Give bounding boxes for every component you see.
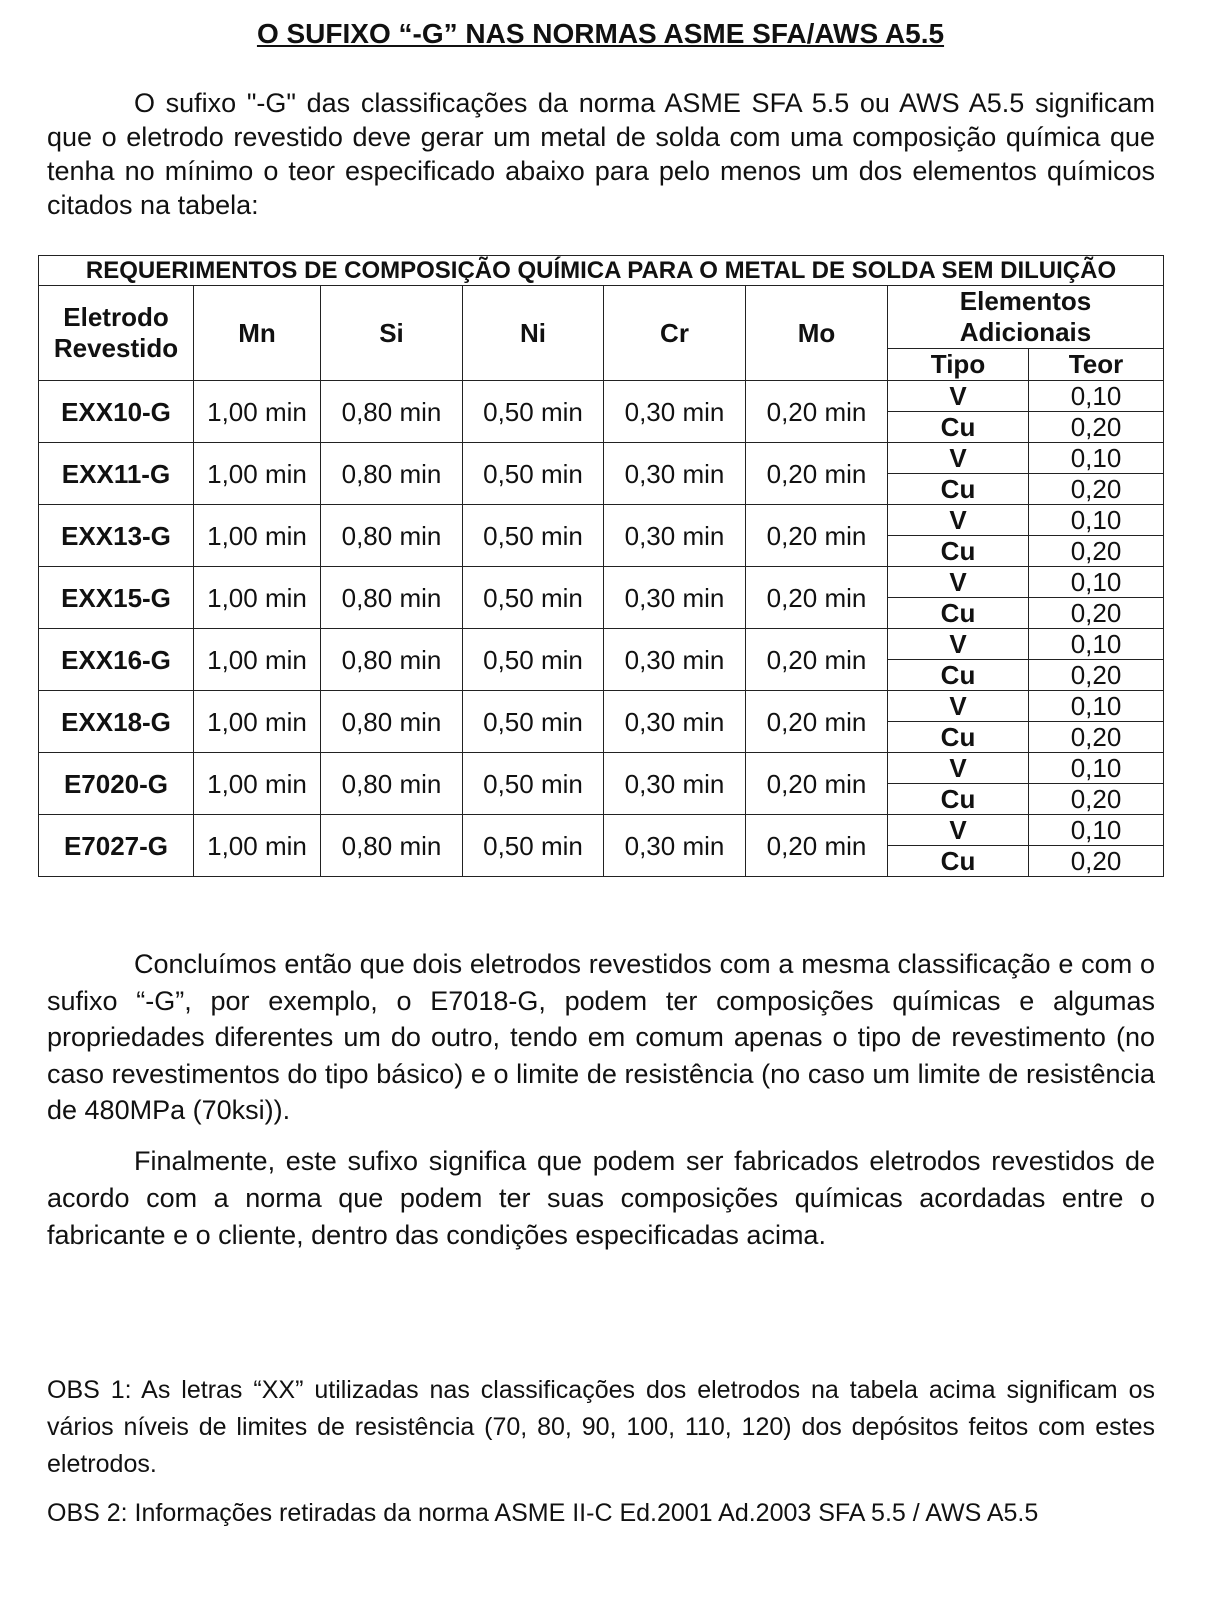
additional-content-cell: 0,10 (1029, 567, 1164, 598)
additional-type-cell: Cu (888, 846, 1029, 877)
additional-content-cell: 0,20 (1029, 474, 1164, 505)
obs-2: OBS 2: Informações retiradas da norma ASME II-C Ed.2001 Ad.2003 SFA 5.5 / AWS A5.5 (47, 1499, 1039, 1527)
electrode-cell: EXX16-G (39, 629, 194, 691)
additional-type-cell: Cu (888, 722, 1029, 753)
conclusion-paragraph: Concluímos então que dois eletrodos revestidos com a mesma classificação e com o sufixo “-G”, por exemplo, o E7018-G, podem ter composições químicas e algumas propriedades diferentes um do outro, tendo em comum apenas o tipo de revestimento (no caso revestimentos do tipo básico) e o limite de resistência (no caso um limite de resistência de 480MPa (70ksi)). (47, 949, 1155, 1125)
cr-cell: 0,30 min (604, 691, 746, 753)
table-row (39, 753, 1164, 784)
additional-type-cell: V (888, 691, 1029, 722)
header-ni: Ni (463, 286, 604, 381)
additional-type-cell: V (888, 505, 1029, 536)
additional-type-cell: Cu (888, 412, 1029, 443)
final-paragraph: Finalmente, este sufixo significa que podem ser fabricados eletrodos revestidos de acordo com a norma que podem ter suas composições químicas acordadas entre o fabricante e o cliente, dentro das condições especificadas acima. (47, 1146, 1155, 1250)
electrode-cell: EXX13-G (39, 505, 194, 567)
si-cell: 0,80 min (321, 505, 463, 567)
mn-cell: 1,00 min (194, 629, 321, 691)
ni-cell: 0,50 min (463, 815, 604, 877)
additional-content-cell: 0,20 (1029, 536, 1164, 567)
table-body (39, 381, 1164, 877)
cr-cell: 0,30 min (604, 443, 746, 505)
additional-type-cell: V (888, 567, 1029, 598)
mo-cell: 0,20 min (746, 505, 888, 567)
intro-paragraph: O sufixo "-G" das classificações da norma ASME SFA 5.5 ou AWS A5.5 significam que o eletrodo revestido deve gerar um metal de solda com uma composição química que tenha no mínimo o teor especificado abaixo para pelo menos um dos elementos químicos citados na tabela: (47, 88, 1155, 220)
electrode-cell: EXX18-G (39, 691, 194, 753)
ni-cell: 0,50 min (463, 505, 604, 567)
table-row (39, 691, 1164, 722)
table-row (39, 815, 1164, 846)
table-row (39, 567, 1164, 598)
cr-cell: 0,30 min (604, 629, 746, 691)
mn-cell: 1,00 min (194, 381, 321, 443)
additional-type-cell: V (888, 753, 1029, 784)
table-row (39, 443, 1164, 474)
header-electrode: Eletrodo Revestido (39, 286, 194, 381)
mn-cell: 1,00 min (194, 505, 321, 567)
mn-cell: 1,00 min (194, 691, 321, 753)
si-cell: 0,80 min (321, 567, 463, 629)
ni-cell: 0,50 min (463, 753, 604, 815)
additional-type-cell: Cu (888, 598, 1029, 629)
additional-content-cell: 0,10 (1029, 815, 1164, 846)
si-cell: 0,80 min (321, 691, 463, 753)
header-mo: Mo (746, 286, 888, 381)
si-cell: 0,80 min (321, 753, 463, 815)
additional-type-cell: V (888, 815, 1029, 846)
mo-cell: 0,20 min (746, 815, 888, 877)
header-mn: Mn (194, 286, 321, 381)
mo-cell: 0,20 min (746, 381, 888, 443)
additional-content-cell: 0,20 (1029, 598, 1164, 629)
additional-type-cell: Cu (888, 784, 1029, 815)
table-row (39, 629, 1164, 660)
header-additional: Elementos Adicionais (888, 286, 1164, 349)
cr-cell: 0,30 min (604, 753, 746, 815)
mn-cell: 1,00 min (194, 815, 321, 877)
table-caption: REQUERIMENTOS DE COMPOSIÇÃO QUÍMICA PARA O METAL DE SOLDA SEM DILUIÇÃO (39, 256, 1164, 286)
composition-table (38, 255, 1164, 877)
electrode-cell: E7020-G (39, 753, 194, 815)
electrode-cell: E7027-G (39, 815, 194, 877)
additional-type-cell: V (888, 443, 1029, 474)
additional-content-cell: 0,10 (1029, 443, 1164, 474)
mn-cell: 1,00 min (194, 753, 321, 815)
ni-cell: 0,50 min (463, 629, 604, 691)
obs-1: OBS 1: As letras “XX” utilizadas nas classificações dos eletrodos na tabela acima significam os vários níveis de limites de resistência (70, 80, 90, 100, 110, 120) dos depósitos feitos com estes eletrodos. (47, 1376, 1155, 1478)
si-cell: 0,80 min (321, 815, 463, 877)
header-tipo: Tipo (888, 349, 1029, 381)
header-cr: Cr (604, 286, 746, 381)
mn-cell: 1,00 min (194, 443, 321, 505)
additional-content-cell: 0,10 (1029, 505, 1164, 536)
additional-content-cell: 0,20 (1029, 722, 1164, 753)
table-row (39, 381, 1164, 412)
cr-cell: 0,30 min (604, 815, 746, 877)
ni-cell: 0,50 min (463, 381, 604, 443)
table-row (39, 505, 1164, 536)
electrode-cell: EXX10-G (39, 381, 194, 443)
ni-cell: 0,50 min (463, 691, 604, 753)
additional-content-cell: 0,10 (1029, 381, 1164, 412)
document-title: O SUFIXO “-G” NAS NORMAS ASME SFA/AWS A5.5 (256, 18, 945, 49)
additional-content-cell: 0,20 (1029, 412, 1164, 443)
additional-type-cell: Cu (888, 660, 1029, 691)
electrode-cell: EXX15-G (39, 567, 194, 629)
additional-content-cell: 0,20 (1029, 846, 1164, 877)
ni-cell: 0,50 min (463, 567, 604, 629)
ni-cell: 0,50 min (463, 443, 604, 505)
additional-content-cell: 0,10 (1029, 629, 1164, 660)
additional-type-cell: V (888, 629, 1029, 660)
additional-type-cell: Cu (888, 536, 1029, 567)
mo-cell: 0,20 min (746, 691, 888, 753)
additional-type-cell: Cu (888, 474, 1029, 505)
additional-content-cell: 0,20 (1029, 784, 1164, 815)
header-si: Si (321, 286, 463, 381)
mo-cell: 0,20 min (746, 567, 888, 629)
additional-type-cell: V (888, 381, 1029, 412)
cr-cell: 0,30 min (604, 381, 746, 443)
mo-cell: 0,20 min (746, 753, 888, 815)
additional-content-cell: 0,10 (1029, 753, 1164, 784)
header-teor: Teor (1029, 349, 1164, 381)
si-cell: 0,80 min (321, 629, 463, 691)
mn-cell: 1,00 min (194, 567, 321, 629)
cr-cell: 0,30 min (604, 567, 746, 629)
additional-content-cell: 0,10 (1029, 691, 1164, 722)
additional-content-cell: 0,20 (1029, 660, 1164, 691)
cr-cell: 0,30 min (604, 505, 746, 567)
mo-cell: 0,20 min (746, 629, 888, 691)
electrode-cell: EXX11-G (39, 443, 194, 505)
si-cell: 0,80 min (321, 381, 463, 443)
si-cell: 0,80 min (321, 443, 463, 505)
mo-cell: 0,20 min (746, 443, 888, 505)
